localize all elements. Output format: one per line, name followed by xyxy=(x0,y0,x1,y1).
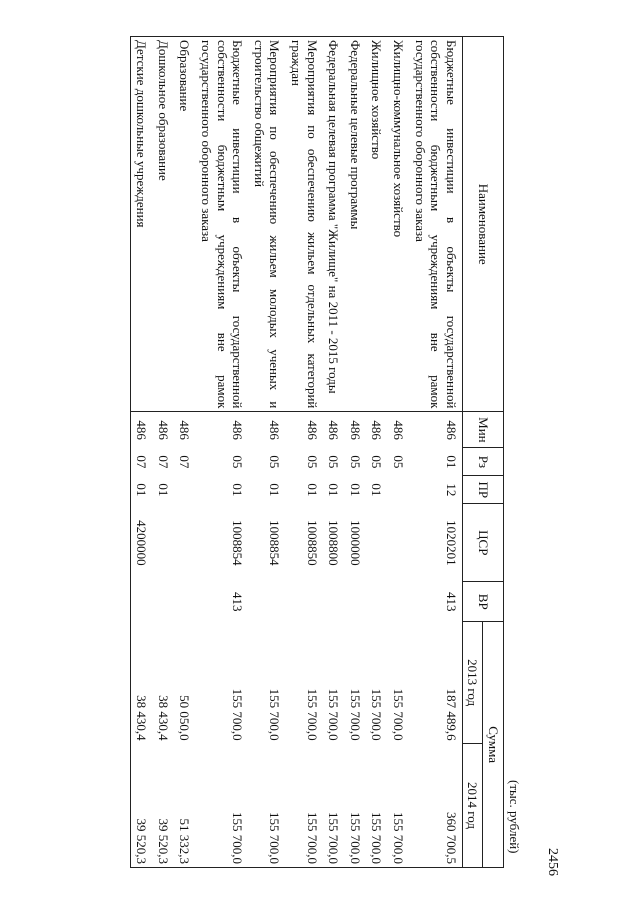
header-pr: ПР xyxy=(462,476,503,504)
row-name: Федеральная целевая программа "Жилище" на 2011 - 2015 годы xyxy=(323,37,345,412)
row-name: Мероприятия по обеспечению жильем молодых ученых и строительство общежитий xyxy=(248,37,285,412)
row-sum-2014: 155 700,0 xyxy=(344,744,366,868)
table-row xyxy=(344,37,366,868)
row-sum-2013: 38 430,4 xyxy=(155,695,171,741)
header-2014: 2014 год xyxy=(462,744,483,868)
row-sum-2014: 155 700,0 xyxy=(196,744,249,868)
row-csr: 1008800 xyxy=(326,520,342,566)
row-rz: 07 xyxy=(130,448,152,476)
row-sum-2014: 155 700,0 xyxy=(323,744,345,868)
header-rz: Рз xyxy=(462,448,503,476)
row-rz: 05 xyxy=(230,455,246,469)
row-name: Детские дошкольные учреждения xyxy=(130,37,152,412)
row-min: 486 xyxy=(130,412,152,448)
row-vr xyxy=(323,582,345,622)
row-min: 486 xyxy=(304,420,320,440)
row-sum-2013: 155 700,0 xyxy=(391,688,407,741)
header-name: Наименование xyxy=(462,37,503,412)
row-rz: 05 xyxy=(391,455,407,469)
row-pr: 01 xyxy=(304,483,320,497)
row-name: Федеральные целевые программы xyxy=(344,37,366,412)
row-csr: 1000000 xyxy=(347,520,363,566)
row-name: Мероприятия по обеспечению жильем отдельных категорий граждан xyxy=(285,37,322,412)
row-min: 486 xyxy=(347,420,363,440)
row-sum-2014: 155 700,0 xyxy=(366,744,388,868)
row-sum-2013: 155 700,0 xyxy=(267,688,283,741)
header-vr: ВР xyxy=(462,582,503,622)
row-min: 486 xyxy=(155,420,171,440)
row-vr xyxy=(285,582,322,622)
row-min: 486 xyxy=(443,420,459,440)
row-name: Жилищное хозяйство xyxy=(366,37,388,412)
table-row xyxy=(285,37,322,868)
row-pr: 01 xyxy=(326,483,342,497)
header-sum: Сумма xyxy=(483,622,504,868)
row-name: Дошкольное образование xyxy=(152,37,174,412)
row-vr xyxy=(152,582,174,622)
row-min: 486 xyxy=(230,420,246,440)
row-pr: 01 xyxy=(369,483,385,497)
row-name: Жилищно-коммунальное хозяйство xyxy=(387,37,409,412)
row-name: Бюджетные инвестиции в объекты государственной собственности бюджетным учреждениям вне рамок государственного оборонного заказа xyxy=(196,37,249,412)
row-csr xyxy=(366,504,388,582)
table-body xyxy=(130,37,462,868)
row-vr xyxy=(344,582,366,622)
table-row xyxy=(174,37,196,868)
table-row xyxy=(152,37,174,868)
row-csr: 1008854 xyxy=(230,520,246,566)
table-row xyxy=(323,37,345,868)
row-csr xyxy=(152,504,174,582)
row-sum-2013: 155 700,0 xyxy=(369,688,385,741)
row-csr: 1008850 xyxy=(304,520,320,566)
row-vr xyxy=(248,582,285,622)
row-vr xyxy=(366,582,388,622)
row-sum-2013: 187 489,6 xyxy=(443,688,459,741)
row-sum-2014: 360 700,5 xyxy=(409,744,462,868)
header-csr: ЦСР xyxy=(462,504,503,582)
row-min: 486 xyxy=(391,420,407,440)
table-row xyxy=(130,37,152,868)
row-rz: 07 xyxy=(177,455,193,469)
row-pr: 01 xyxy=(230,483,246,497)
row-sum-2013: 155 700,0 xyxy=(304,688,320,741)
row-rz: 05 xyxy=(347,455,363,469)
row-pr xyxy=(387,476,409,504)
row-sum-2014: 39 520,3 xyxy=(152,744,174,868)
header-min: Мин xyxy=(462,412,503,448)
row-name: Образование xyxy=(174,37,196,412)
row-pr: 01 xyxy=(347,483,363,497)
row-csr: 1020201 xyxy=(443,520,459,566)
row-rz: 05 xyxy=(267,455,283,469)
table-row xyxy=(387,37,409,868)
row-vr: 413 xyxy=(230,592,246,612)
row-sum-2014: 39 520,3 xyxy=(130,744,152,868)
row-csr xyxy=(387,504,409,582)
table-row xyxy=(409,37,462,868)
rotated-page xyxy=(0,28,560,888)
row-vr: 413 xyxy=(443,592,459,612)
row-sum-2013: 155 700,0 xyxy=(326,688,342,741)
table-row xyxy=(248,37,285,868)
row-pr: 12 xyxy=(443,483,459,497)
row-sum-2013: 50 050,0 xyxy=(177,695,193,741)
table-row xyxy=(366,37,388,868)
row-csr: 4200000 xyxy=(130,504,152,582)
row-sum-2014: 51 332,3 xyxy=(174,744,196,868)
row-csr: 1008854 xyxy=(267,520,283,566)
row-min: 486 xyxy=(177,420,193,440)
page-number: 2456 xyxy=(545,848,560,876)
row-vr xyxy=(174,582,196,622)
row-pr xyxy=(174,476,196,504)
row-csr xyxy=(174,504,196,582)
row-sum-2014: 155 700,0 xyxy=(248,744,285,868)
row-min: 486 xyxy=(326,420,342,440)
row-sum-2013: 38 430,4 xyxy=(130,622,152,744)
row-rz: 05 xyxy=(369,455,385,469)
row-sum-2013: 155 700,0 xyxy=(347,688,363,741)
table-row xyxy=(196,37,249,868)
row-rz: 05 xyxy=(304,455,320,469)
row-rz: 01 xyxy=(443,455,459,469)
row-pr: 01 xyxy=(267,483,283,497)
row-vr xyxy=(387,582,409,622)
row-rz: 07 xyxy=(155,455,171,469)
row-sum-2014: 155 700,0 xyxy=(285,744,322,868)
row-min: 486 xyxy=(267,420,283,440)
row-sum-2014: 155 700,0 xyxy=(387,744,409,868)
row-sum-2013: 155 700,0 xyxy=(230,688,246,741)
header-2013: 2013 год xyxy=(462,622,483,744)
row-rz: 05 xyxy=(326,455,342,469)
units-label: (тыс. рублей) xyxy=(507,780,522,854)
row-pr: 01 xyxy=(155,483,171,497)
row-name: Бюджетные инвестиции в объекты государственной собственности бюджетным учреждениям вне рамок государственного оборонного заказа xyxy=(409,37,462,412)
row-min: 486 xyxy=(369,420,385,440)
row-pr: 01 xyxy=(130,476,152,504)
row-vr xyxy=(130,582,152,622)
budget-table xyxy=(130,36,504,868)
